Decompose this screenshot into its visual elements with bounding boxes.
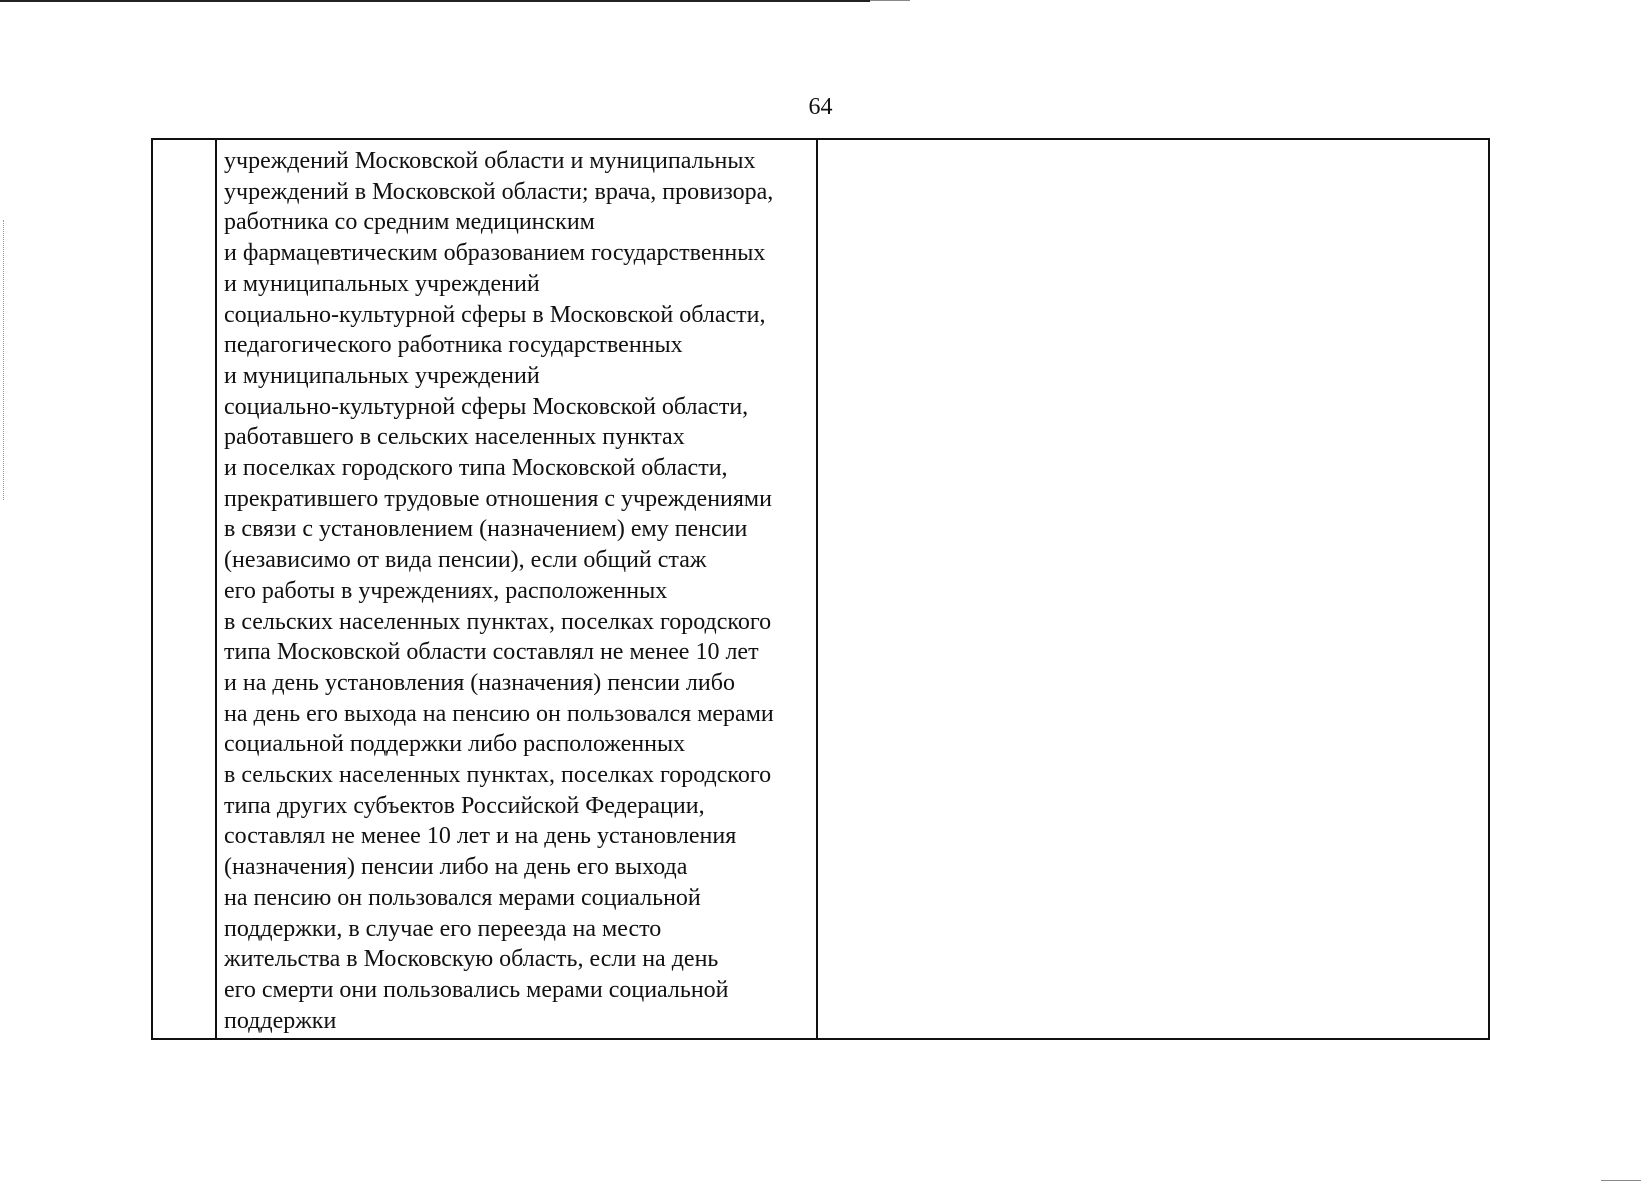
text-line: на пенсию он пользовался мерами социальной xyxy=(224,884,701,911)
row-text-cell xyxy=(216,139,817,1039)
text-line: его работы в учреждениях, расположенных xyxy=(224,577,668,604)
text-line: и фармацевтическим образованием государственных xyxy=(224,240,766,267)
scan-corner-artifact xyxy=(1601,1180,1641,1181)
text-line: и на день установления (назначения) пенсии либо xyxy=(224,669,735,696)
text-line: (назначения) пенсии либо на день его выхода xyxy=(224,854,688,881)
text-line: социальной поддержки либо расположенных xyxy=(224,731,686,758)
document-table xyxy=(151,138,1490,1040)
text-line: и муниципальных учреждений xyxy=(224,362,540,389)
row-note-cell xyxy=(817,139,1489,1039)
text-line: социально-культурной сферы в Московской области, xyxy=(224,301,766,328)
text-line: поддержки, в случае его переезда на место xyxy=(224,915,662,942)
text-line: в сельских населенных пунктах, поселках городского xyxy=(224,762,772,789)
text-line: в сельских населенных пунктах, поселках городского xyxy=(224,608,772,635)
text-line: работника со средним медицинским xyxy=(224,209,595,236)
scan-margin-artifact xyxy=(3,220,5,500)
text-line: (независимо от вида пенсии), если общий стаж xyxy=(224,547,707,574)
text-line: жительства в Московскую область, если на день xyxy=(224,946,719,973)
text-line: работавшего в сельских населенных пунктах xyxy=(224,424,685,451)
text-line: составлял не менее 10 лет и на день установления xyxy=(224,823,737,850)
text-line: типа других субъектов Российской Федерации, xyxy=(224,792,705,819)
row-text xyxy=(217,140,816,1038)
table-row xyxy=(152,139,1489,1039)
text-line: и поселках городского типа Московской области, xyxy=(224,455,728,482)
scan-edge-line xyxy=(0,0,870,2)
text-line: в связи с установлением (назначением) ему пенсии xyxy=(224,516,748,543)
text-line: учреждений Московской области и муниципальных xyxy=(224,148,756,174)
text-line: прекратившего трудовые отношения с учреждениями xyxy=(224,485,772,512)
text-line: типа Московской области составлял не менее 10 лет xyxy=(224,639,759,666)
text-line: на день его выхода на пенсию он пользовался мерами xyxy=(224,700,774,727)
scan-edge-line-faint xyxy=(870,0,910,1)
row-number-cell xyxy=(152,139,216,1039)
text-line: поддержки xyxy=(224,1007,337,1034)
text-line: его смерти они пользовались мерами социальной xyxy=(224,976,729,1003)
text-line: социально-культурной сферы Московской области, xyxy=(224,393,749,420)
text-line: педагогического работника государственных xyxy=(224,332,683,359)
text-line: учреждений в Московской области; врача, провизора, xyxy=(224,178,774,205)
text-line: и муниципальных учреждений xyxy=(224,270,540,297)
page-number: 64 xyxy=(808,94,833,120)
